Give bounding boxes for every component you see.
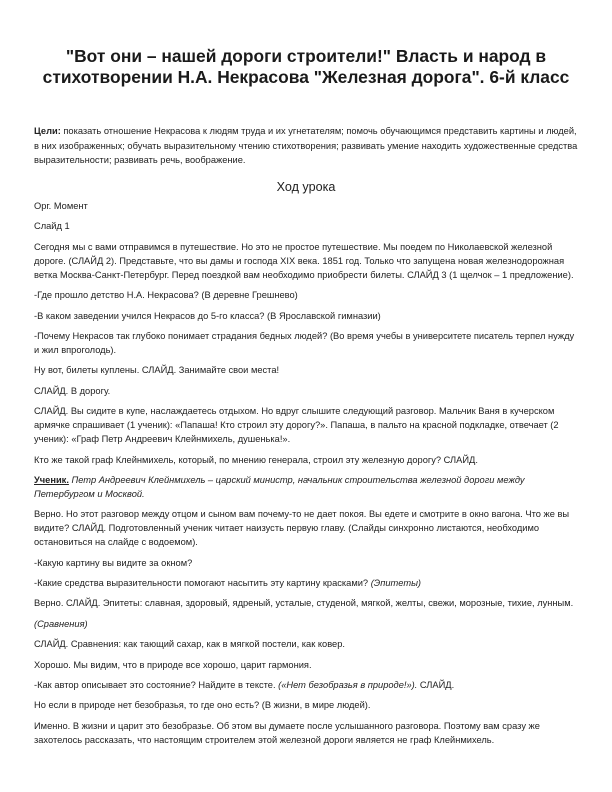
paragraph: -Почему Некрасов так глубоко понимает страдания бедных людей? (Во время учебы в университете писатель терпел нужду и жил впроголодь). — [34, 330, 575, 355]
paragraph: Кто же такой граф Клейнмихель, который, по мнению генерала, строил эту железную дорогу? СЛАЙД. — [34, 454, 478, 465]
student-note — [34, 473, 579, 501]
means-question — [34, 576, 579, 590]
closing-paragraph: Именно. В жизни и царит это безобразье. Об этом вы думаете после услышанного разговора. Поэтому вам сразу же захотелось рассказать, что настоящим строителем этой железной дороги является не граф Клейнмихель. — [34, 720, 540, 745]
lesson-goals — [34, 124, 579, 168]
state-question — [34, 678, 579, 692]
paragraph: -Где прошло детство Н.А. Некрасова? (В деревне Грешнево) — [34, 290, 298, 301]
paragraph: -Какую картину вы видите за окном? — [34, 557, 193, 568]
comparisons-paragraph: СЛАЙД. Сравнения: как тающий сахар, как в мягкой постели, как ковер. — [34, 639, 345, 650]
paragraph: Сегодня мы с вами отправимся в путешествие. Но это не простое путешествие. Мы поедем по Николаевской железной дороге. (СЛАЙД 2). Представьте, что вы дамы и господа XIX века. 1851 год. Только что запущена новая железнодорожная ветка Москва-Санкт-Петербург. Перед поездкой вам необходимо приобрести билеты. СЛАЙД 3 (1 щелчок – 1 предложение). — [34, 241, 574, 280]
paragraph: Верно. Но этот разговор между отцом и сыном вам почему-то не дает покоя. Вы едете и смотрите в окно вагона. Что же вы видите? СЛАЙД. Подготовленный ученик читает наизусть первую главу. (Слайды синхронно листаются, необходимо остановиться на слайде с водоемом). — [34, 509, 570, 548]
document-title: "Вот они – нашей дороги строители!" Власть и народ в стихотворении Н.А. Некрасова "Железная дорога". 6-й класс — [42, 46, 570, 87]
paragraph: Ну вот, билеты куплены. СЛАЙД. Занимайте свои места! — [34, 365, 280, 376]
paragraph: Слайд 1 — [34, 221, 70, 232]
epithets-paragraph: Верно. СЛАЙД. Эпитеты: славная, здоровый, ядреный, усталые, студеной, мягкой, желты, свежи, морозные, тихие, лунным. — [34, 598, 574, 609]
means-answer: (Эпитеты) — [370, 578, 422, 589]
student-note-text: Петр Андреевич Клейнмихель – царский министр, начальник строительства железной дороги между Петербургом и Москвой. — [34, 474, 525, 499]
state-answer: («Нет безобразья в природе!»). — [278, 680, 418, 691]
goals-label: Цели: — [34, 126, 61, 136]
paragraph: Орг. Момент — [34, 201, 88, 211]
state-tail: СЛАЙД. — [417, 680, 455, 691]
paragraph: СЛАЙД. Вы сидите в купе, наслаждаетесь отдыхом. Но вдруг слышите следующий разговор. Мальчик Ваня в кучерском армячке спрашивает (1 ученик): «Папаша! Кто строил эту дорогу?». Папаша, в пальто на красной подкладке, отвечает (2 ученик): «Граф Петр Андреевич Клейнмихель, душенька!». — [34, 406, 559, 445]
lesson-progress-heading: Ход урока — [276, 180, 336, 194]
student-label: Ученик. — [34, 474, 69, 485]
comparisons-label: (Сравнения) — [34, 618, 88, 629]
means-question-text: -Какие средства выразительности помогают насытить эту картину красками? — [34, 578, 371, 589]
goals-text: показать отношение Некрасова к людям труда и их угнетателям; помочь обучающимся представить картины и людей, в них изображенных; обучать выразительному чтению стихотворения; развивать умение находить художественные средства выразительности; развивать речь, воображение. — [34, 126, 578, 166]
lesson-body — [34, 199, 579, 753]
paragraph: СЛАЙД. В дорогу. — [34, 385, 111, 396]
paragraph: -В каком заведении учился Некрасов до 5-го класса? (В Ярославской гимназии) — [34, 310, 381, 321]
ugliness-question: Но если в природе нет безобразья, то где оно есть? (В жизни, в мире людей). — [34, 700, 371, 711]
state-question-text: -Как автор описывает это состояние? Найдите в тексте. — [34, 680, 279, 691]
harmony-paragraph: Хорошо. Мы видим, что в природе все хорошо, царит гармония. — [34, 659, 312, 670]
